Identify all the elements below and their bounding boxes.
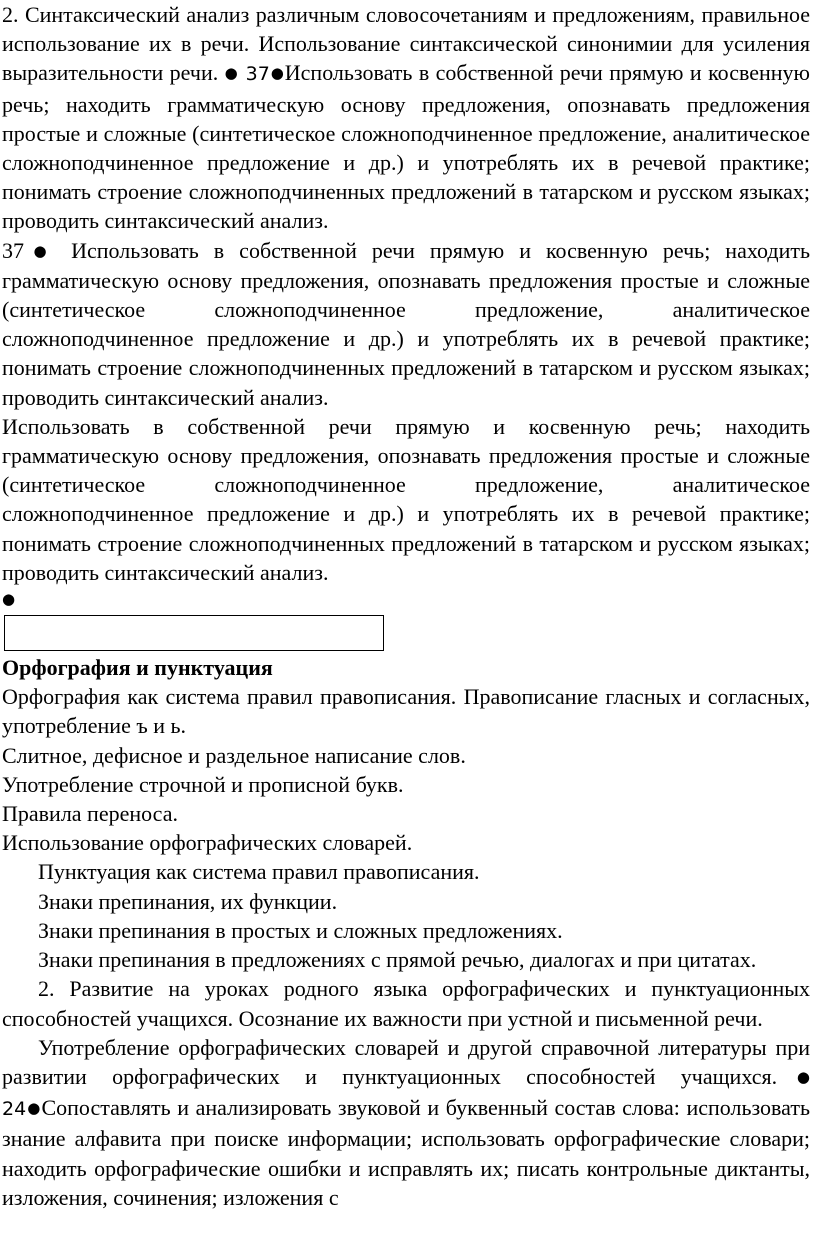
paragraph-repeat: Использовать в собственной речи прямую и косвенную речь; находить грамматическую основу предложения, опознавать предложения простые и сложные (синтетическое сложноподчиненное предложение, аналитическое сложноподчиненное предложение и др.) и употреблять их в речевой практике; понимать строение сложноподчиненных предложений в татарском и русском языках; проводить синтаксический анализ. [2, 413, 810, 585]
text-line: Употребление строчной и прописной букв. [2, 771, 404, 797]
indented-line: Пунктуация как система правил правописания. [38, 859, 480, 885]
indented-line: Знаки препинания в предложениях с прямой речью, диалогах и при цитатах. [38, 947, 757, 973]
paragraph-text: Использовать в собственной речи прямую и косвенную речь; находить грамматическую основу предложения, опознавать предложения простые и сложные (синтетическое сложноподчиненное предложение, аналитическое сложноподчиненное предложение и др.) и употреблять их в речевой практике; понимать строение сложноподчиненных предложений в татарском и русском языках; проводить синтаксический анализ. [2, 237, 810, 410]
bullet-icon: ● [269, 64, 285, 83]
paragraph-text: Сопоставлять и анализировать звуковой и буквенный состав слова: использовать знание алфавита при поиске информации; использовать орфографические словари; находить орфографические ошибки и исправлять их; писать контрольные диктанты, изложения, сочинения; изложения с [2, 1095, 810, 1210]
item-number: 24 [2, 1098, 27, 1121]
bullet-icon: ● [26, 1099, 42, 1118]
paragraph-item-37 [2, 236, 810, 412]
text-line: Слитное, дефисное и раздельное написание слов. [2, 742, 466, 768]
indented-line: 2. Развитие на уроках родного языка орфографических и пунктуационных способностей учащихся. Осознание их важности при устной и письменной речи. [2, 976, 810, 1031]
item-number: 37 [2, 237, 24, 263]
paragraph-text: 2. Синтаксический анализ различным словосочетаниям и предложениям, правильное использование их в речи. Использование синтаксической синонимии для усиления выразительности речи. [2, 2, 810, 86]
bullet-icon: ● [777, 1067, 810, 1086]
paragraph-syntax-analysis [2, 0, 810, 236]
bullet-icon: ● [2, 590, 16, 609]
text-line: Орфография как система правил правописания. Правописание гласных и согласных, употребление ъ и ь. [2, 684, 810, 739]
text-line: Правила переноса. [2, 801, 178, 827]
item-number: 37 [238, 63, 270, 86]
paragraph-text: Употребление орфографических словарей и другой справочной литературы при развитии орфографических и пунктуационных способностей учащихся. [2, 1034, 810, 1089]
bullet-icon: ● [224, 64, 239, 83]
indented-line: Знаки препинания в простых и сложных предложениях. [38, 917, 563, 943]
section-heading: Орфография и пунктуация [2, 655, 273, 681]
bullet-icon: ● [24, 241, 57, 260]
text-line: Использование орфографических словарей. [2, 830, 413, 856]
lone-bullet [2, 587, 810, 611]
indented-line: Знаки препинания, их функции. [38, 888, 338, 914]
paragraph-text: Использовать в собственной речи прямую и косвенную речь; находить грамматическую основу предложения, опознавать предложения простые и сложные (синтетическое сложноподчиненное предложение, аналитическое сложноподчиненное предложение и др.) и употреблять их в речевой практике; понимать строение сложноподчиненных предложений в татарском и русском языках; проводить синтаксический анализ. [2, 60, 810, 234]
empty-field-box [4, 615, 384, 651]
paragraph-item-24 [2, 1033, 810, 1212]
